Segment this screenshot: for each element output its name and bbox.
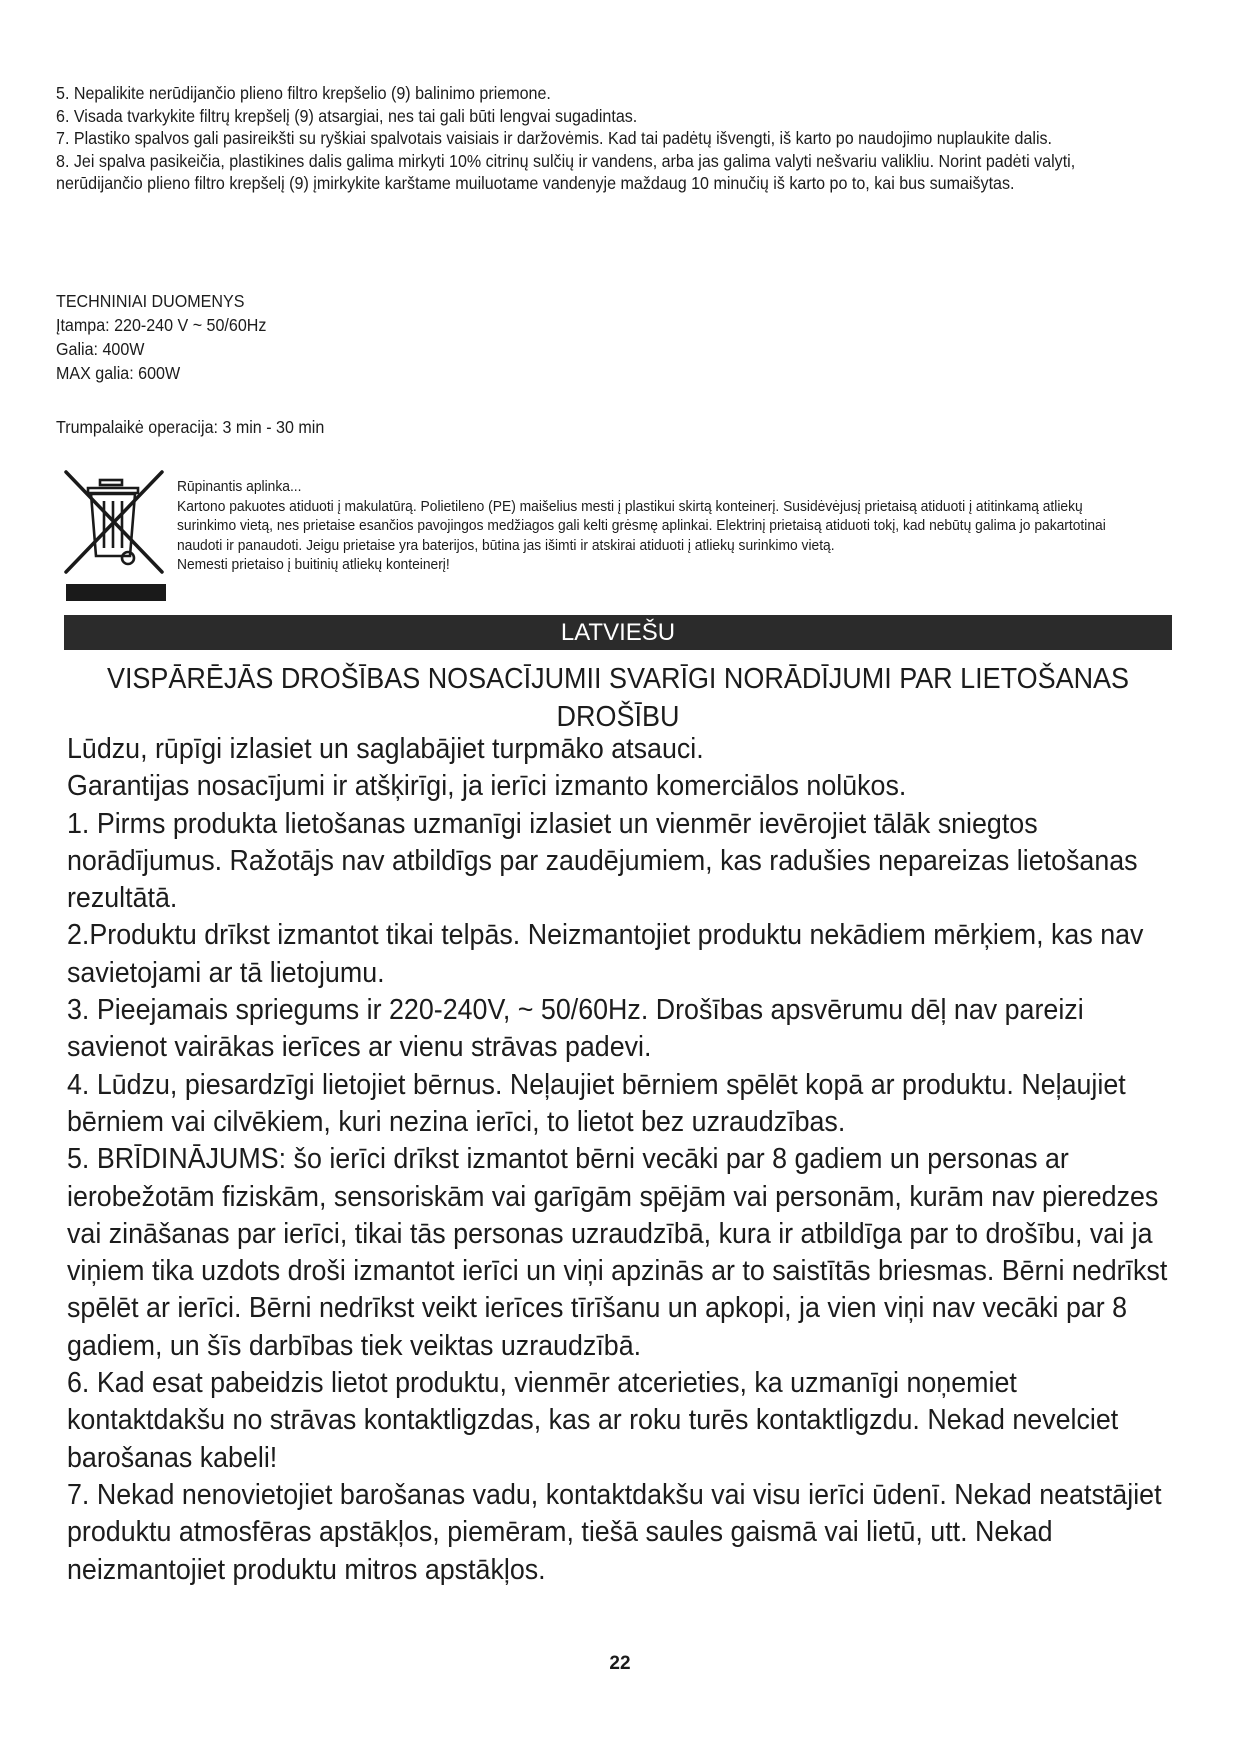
lv-item-3: 3. Pieejamais spriegums ir 220-240V, ~ 50/60Hz. Drošības apsvērumu dēļ nav pareizi savienot vairākas ierīces ar vienu strāvas padevi. <box>67 994 1084 1064</box>
lv-title <box>64 660 1172 736</box>
lv-item-5: 5. BRĪDINĀJUMS: šo ierīci drīkst izmantot bērni vecāki par 8 gadiem un personas ar ierobežotām fiziskām, sensoriskām vai garīgām spējām vai personām, kurām nav pieredzes vai zināšanas par ierīci, tikai tās personas uzraudzībā, kura ir atbildīga par to drošību, vai ja viņiem tika uzdots droši izmantot ierīci un viņi apzinās ar to saistītās briesmas. Bērni nedrīkst spēlēt ar ierīci. Bērni nedrīkst veikt ierīces tīrīšanu un apkopi, ja vien viņi nav vecāki par 8 gadiem, un šīs darbības tiek veiktas uzraudzībā. <box>67 1143 1168 1362</box>
lt-instruction-6: 6. Visada tvarkykite filtrų krepšelį (9) atsargiai, nes tai gali būti lengvai sugadintas. <box>56 105 638 126</box>
weee-body: Kartono pakuotes atiduoti į makulatūrą. Polietileno (PE) maišelius mesti į plastikui skirtą konteinerį. Susidėvėjusį prietaisą atiduoti į atitinkamą atliekų surinkimo vietą, nes prietaise esančios pavojingos medžiagos gali kelti grėsmę aplinkai. Elektrinį prietaisą atiduoti tokį, kad nebūtų galima jo pakartotinai naudoti ir panaudoti. Jeigu prietaise yra baterijos, būtina jas išimti ir atskirai atiduoti į atliekų surinkimo vietą. <box>177 497 1106 554</box>
lv-item-2: 2.Produktu drīkst izmantot tikai telpās. Neizmantojiet produktu nekādiem mērķiem, kas nav savietojami ar tā lietojumu. <box>67 919 1144 989</box>
lv-instructions <box>67 731 1168 1589</box>
lv-item-6: 6. Kad esat pabeidzis lietot produktu, vienmēr atcerieties, ka uzmanīgi noņemiet kontaktdakšu no strāvas kontaktligzdas, kas ar roku turēs kontaktligzdu. Nekad nevelciet barošanas kabeli! <box>67 1367 1119 1474</box>
lt-instruction-8: 8. Jei spalva pasikeičia, plastikines dalis galima mirkyti 10% citrinų sulčių ir vandens, arba jas galima valyti nešvariu valikliu. Norint padėti valyti, nerūdijančio plieno filtro krepšelį (9) įmirkykite karštame muiluotame vandenyje maždaug 10 minučių iš karto po to, kai bus sumaišytas. <box>56 150 1076 193</box>
tech-heading: TECHNINIAI DUOMENYS <box>56 291 245 311</box>
technical-data <box>56 289 266 385</box>
crossed-out-wheelie-bin-icon <box>62 468 168 578</box>
weee-title: Rūpinantis aplinka... <box>177 478 302 495</box>
lv-item-7: 7. Nekad nenovietojiet barošanas vadu, kontaktdakšu vai visu ierīci ūdenī. Nekad neatstājiet produktu atmosfēras apstākļos, piemēram, tiešā saules gaismā vai lietū, utt. Nekad neizmantojiet produktu mitros apstākļos. <box>67 1478 1162 1586</box>
lv-title-line-2: DROŠĪBU <box>556 701 680 733</box>
lv-title-line-1: VISPĀRĒJĀS DROŠĪBAS NOSACĪJUMII SVARĪGI NORĀDĪJUMI PAR LIETOŠANAS <box>106 663 1130 695</box>
lv-item-4: 4. Lūdzu, piesardzīgi lietojiet bērnus. Neļaujiet bērniem spēlēt kopā ar produktu. Neļaujiet bērniem vai cilvēkiem, kuri nezina ierīci, to lietot bez uzraudzības. <box>67 1068 1126 1138</box>
page-number: 22 <box>609 1653 631 1674</box>
tech-max-power: MAX galia: 600W <box>56 363 181 383</box>
lv-item-1: 1. Pirms produkta lietošanas uzmanīgi izlasiet un vienmēr ievērojiet tālāk sniegtos norādījumus. Ražotājs nav atbildīgs par zaudējumiem, kas radušies nepareizas lietošanas rezultātā. <box>67 807 1138 915</box>
lt-instruction-5: 5. Nepalikite nerūdijančio plieno filtro krepšelio (9) balinimo priemone. <box>56 83 551 103</box>
lt-instruction-7: 7. Plastiko spalvos gali pasireikšti su ryškiai spalvotais vaisiais ir daržovėmis. Kad tai padėtų išvengti, iš karto po naudojimo nuplaukite dalis. <box>56 128 1053 148</box>
weee-notice <box>177 477 1114 575</box>
weee-footer: Nemesti prietaiso į buitinių atliekų konteinerį! <box>177 556 450 573</box>
tech-short-operation: Trumpalaikė operacija: 3 min - 30 min <box>56 417 325 437</box>
lv-intro-1: Lūdzu, rūpīgi izlasiet un saglabājiet turpmāko atsauci. <box>67 733 704 765</box>
weee-bar <box>66 584 166 601</box>
tech-voltage: Įtampa: 220-240 V ~ 50/60Hz <box>56 315 267 335</box>
tech-power: Galia: 400W <box>56 339 145 359</box>
lv-intro-2: Garantijas nosacījumi ir atšķirīgi, ja ierīci izmanto komerciālos nolūkos. <box>67 770 907 803</box>
language-banner: LATVIEŠU <box>64 615 1172 650</box>
lt-instructions <box>56 82 1098 195</box>
